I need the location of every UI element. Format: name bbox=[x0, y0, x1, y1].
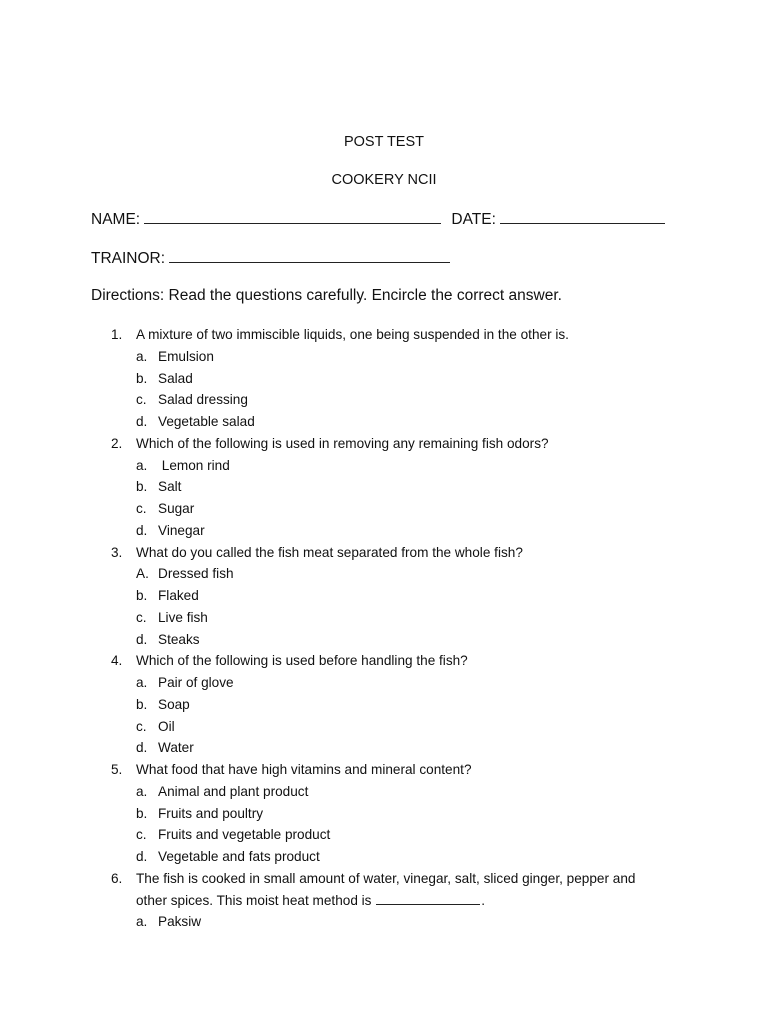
choice-letter: b. bbox=[136, 696, 148, 712]
question-number: 3. bbox=[111, 544, 123, 560]
choice-letter: a. bbox=[136, 457, 148, 473]
question-text-end: . bbox=[481, 892, 486, 908]
choice-text: Steaks bbox=[158, 631, 200, 647]
question-text-continued bbox=[136, 890, 485, 912]
choice-letter: d. bbox=[136, 740, 148, 756]
choice-text: Dressed fish bbox=[158, 566, 234, 582]
question-number: 1. bbox=[111, 327, 123, 342]
choice bbox=[0, 716, 768, 738]
date-label: DATE: bbox=[451, 211, 496, 228]
choice-text: Animal and plant product bbox=[158, 783, 309, 799]
question bbox=[0, 324, 768, 346]
choice-letter: c. bbox=[136, 501, 147, 516]
choice-letter: a. bbox=[136, 348, 148, 364]
choice-text: Sugar bbox=[158, 501, 195, 516]
question-text-part: other spices. This moist heat method is bbox=[136, 892, 376, 908]
choice-letter: b. bbox=[136, 805, 148, 821]
choice-text: Water bbox=[158, 740, 194, 756]
choice-letter: b. bbox=[136, 479, 148, 495]
choice-text: Vegetable salad bbox=[158, 414, 255, 429]
question bbox=[0, 433, 768, 455]
choice bbox=[0, 846, 768, 868]
choice-text: Flaked bbox=[158, 588, 199, 603]
question-text: A mixture of two immiscible liquids, one being suspended in the other is. bbox=[136, 327, 569, 342]
question-number: 2. bbox=[111, 435, 123, 451]
choice-letter: d. bbox=[136, 414, 148, 429]
question bbox=[0, 868, 768, 890]
choice-letter: c. bbox=[136, 392, 147, 408]
choice-text: Salt bbox=[158, 479, 182, 495]
trainor-blank bbox=[169, 249, 450, 263]
name-blank bbox=[144, 210, 441, 224]
choice bbox=[0, 672, 768, 694]
choice-text: Vegetable and fats product bbox=[158, 849, 320, 864]
choice-text: Paksiw bbox=[158, 914, 202, 930]
choice bbox=[0, 563, 768, 585]
question-text: Which of the following is used before handling the fish? bbox=[136, 653, 468, 669]
question-text: What do you called the fish meat separated from the whole fish? bbox=[136, 544, 523, 560]
choice bbox=[0, 389, 768, 411]
trainor-label: TRAINOR: bbox=[91, 250, 166, 267]
question bbox=[0, 542, 768, 564]
date-blank bbox=[500, 210, 665, 224]
choice bbox=[0, 411, 768, 433]
choice bbox=[0, 585, 768, 607]
question bbox=[0, 759, 768, 781]
question-text: What food that have high vitamins and mineral content? bbox=[136, 762, 472, 777]
choice-text: Salad dressing bbox=[158, 392, 248, 408]
choice bbox=[0, 498, 768, 520]
directions: Directions: Read the questions carefully. Encircle the correct answer. bbox=[91, 287, 562, 304]
choice-letter: d. bbox=[136, 849, 148, 864]
question-list bbox=[0, 324, 768, 933]
trainor-row bbox=[91, 249, 450, 268]
answer-blank bbox=[376, 892, 480, 905]
question-text: The fish is cooked in small amount of water, vinegar, salt, sliced ginger, pepper and bbox=[136, 870, 636, 886]
choice bbox=[0, 824, 768, 846]
choice-letter: b. bbox=[136, 588, 148, 603]
choice-text: Fruits and poultry bbox=[158, 805, 264, 821]
choice-letter: c. bbox=[136, 609, 147, 625]
subject-heading: COOKERY NCII bbox=[331, 172, 437, 188]
choice-letter: c. bbox=[136, 827, 147, 843]
choice bbox=[0, 455, 768, 477]
choice-letter: a. bbox=[136, 675, 148, 690]
choice-text: Salad bbox=[158, 370, 193, 386]
choice bbox=[0, 911, 768, 933]
choice bbox=[0, 803, 768, 825]
choice bbox=[0, 346, 768, 368]
choice-text: Emulsion bbox=[158, 348, 214, 364]
question-number: 6. bbox=[111, 870, 123, 886]
choice-text: Pair of glove bbox=[158, 675, 234, 690]
choice-text: Oil bbox=[158, 718, 175, 734]
name-date-row bbox=[91, 210, 665, 229]
choice-text: Live fish bbox=[158, 609, 208, 625]
name-label: NAME: bbox=[91, 211, 141, 228]
choice bbox=[0, 737, 768, 759]
choice-letter: b. bbox=[136, 370, 148, 386]
choice-letter: a. bbox=[136, 783, 148, 799]
choice-letter: d. bbox=[136, 631, 148, 647]
choice-letter: d. bbox=[136, 522, 148, 538]
choice-text: Fruits and vegetable product bbox=[158, 827, 331, 843]
question-continuation bbox=[0, 890, 768, 912]
choice bbox=[0, 629, 768, 651]
choice bbox=[0, 694, 768, 716]
choice-text: Soap bbox=[158, 696, 190, 712]
question-number: 5. bbox=[111, 762, 123, 777]
choice bbox=[0, 476, 768, 498]
choice bbox=[0, 520, 768, 542]
choice bbox=[0, 781, 768, 803]
page-title: POST TEST bbox=[343, 134, 425, 150]
question-text: Which of the following is used in removing any remaining fish odors? bbox=[136, 435, 549, 451]
choice-letter: a. bbox=[136, 914, 148, 930]
question-number: 4. bbox=[111, 653, 123, 669]
choice bbox=[0, 368, 768, 390]
choice-text: Vinegar bbox=[158, 522, 205, 538]
question bbox=[0, 650, 768, 672]
choice-letter: A. bbox=[136, 566, 149, 582]
choice-letter: c. bbox=[136, 718, 147, 734]
choice-text: Lemon rind bbox=[158, 457, 230, 473]
choice bbox=[0, 607, 768, 629]
